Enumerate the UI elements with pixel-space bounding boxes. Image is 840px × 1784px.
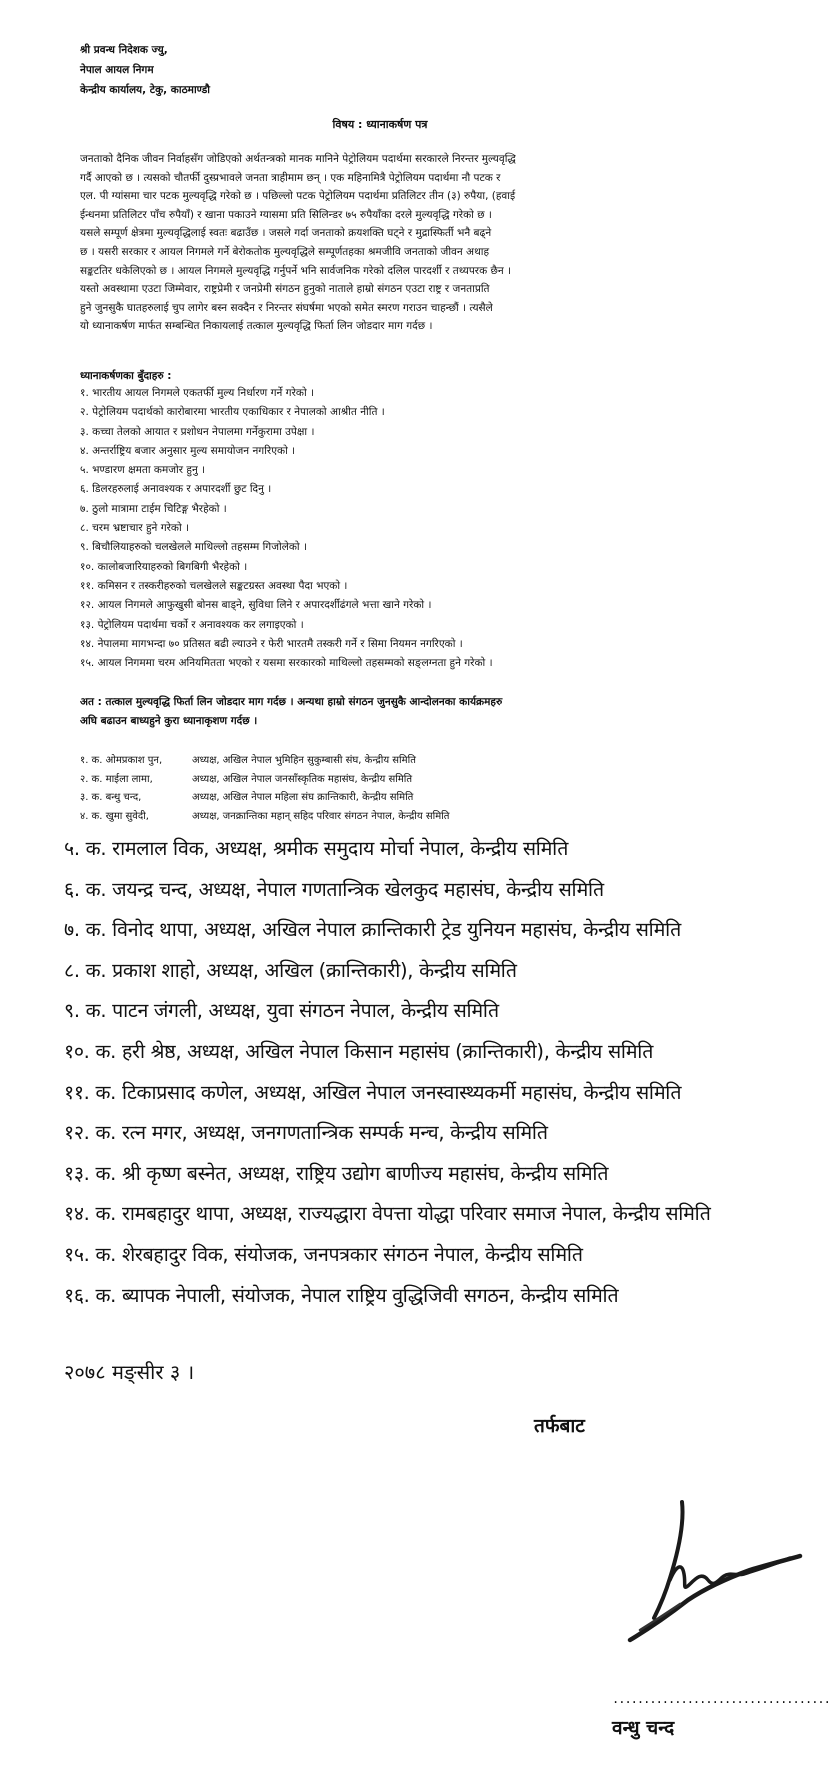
body-line: जनताको दैनिक जीवन निर्वाहसँग जोडिएको अर्थतन्त्रको मानक मानिने पेट्रोलियम पदार्थमा सरकारले निरन्तर मुल्यवृद्धि bbox=[80, 153, 516, 165]
signer-line: ७. क. विनोद थापा, अध्यक्ष, अखिल नेपाल क्रान्तिकारी ट्रेड युनियन महासंघ, केन्द्रीय समिति bbox=[64, 918, 681, 942]
signer-name: ३. क. बन्धु चन्द, bbox=[80, 792, 142, 803]
signer-name: २. क. माईला लामा, bbox=[80, 773, 153, 785]
signer-name: १. क. ओमप्रकाश पुन, bbox=[80, 755, 163, 766]
point-item: ३. कच्चा तेलको आयात र प्रशोधन नेपालमा गर्नेकुरामा उपेक्षा । bbox=[80, 425, 315, 438]
signer-line: १४. क. रामबहादुर थापा, अध्यक्ष, राज्यद्धारा वेपत्ता योद्धा परिवार समाज नेपाल, केन्द्रीय समिति bbox=[64, 1202, 711, 1226]
signer-line: १३. क. श्री कृष्ण बस्नेत, अध्यक्ष, राष्ट्रिय उद्योग बाणीज्य महासंघ, केन्द्रीय समिति bbox=[64, 1161, 609, 1185]
letter-date: २०७८ मङ्सीर ३ । bbox=[64, 1360, 195, 1384]
letter-body bbox=[80, 150, 730, 336]
point-item: १. भारतीय आयल निगमले एकतर्फी मुल्य निर्धारण गर्ने गरेको । bbox=[80, 387, 314, 399]
body-line: गर्दै आएको छ । त्यसको चौतर्फी दुस्प्रभावले जनता त्राहीमाम छन् । एक महिनामित्रै पेट्रोलियम पदार्थमा नौ पटक र bbox=[80, 171, 501, 184]
body-line: हुने जुनसुकै घातहरुलाई चुप लागेर बस्न सक्दैन र निरन्तर संघर्षमा भएको समेत स्मरण गराउन चाहन्छौं । त्यसैले bbox=[80, 301, 493, 314]
conclusion-line: अघि बढाउन बाध्यहुने कुरा ध्यानाकृशण गर्दछ । bbox=[80, 715, 258, 727]
signer-row bbox=[80, 752, 449, 771]
point-item: ७. ठुलो मात्रामा टाईम चिटिङ्ग भैरहेको । bbox=[80, 502, 227, 515]
body-line: यो ध्यानाकर्षण मार्फत सम्बन्धित निकायलाई तत्काल मुल्यवृद्धि फिर्ता लिन जोडदार माग गर्दछ । bbox=[80, 320, 433, 333]
body-line: यसले सम्पूर्ण क्षेत्रमा मुल्यवृद्धिलाई स्वतः बढाउँछ । जसले गर्दा जनताको क्रयशक्ति घट्ने र मुद्रास्फिर्ती भनै बढ्ने bbox=[80, 227, 492, 240]
signer-line: ११. क. टिकाप्रसाद कणेल, अध्यक्ष, अखिल नेपाल जनस्वास्थ्यकर्मी महासंघ, केन्द्रीय समिति bbox=[64, 1080, 682, 1104]
signer-line: ८. क. प्रकाश शाहो, अध्यक्ष, अखिल (क्रान्तिकारी), केन्द्रीय समिति bbox=[64, 958, 517, 982]
signer-detail: अध्यक्ष, अखिल नेपाल महिला संघ क्रान्तिकारी, केन्द्रीय समिति bbox=[192, 792, 414, 803]
point-item: ६. डिलरहरुलाई अनावश्यक र अपारदर्शी छुट दिनु । bbox=[80, 483, 272, 496]
signer-detail: अध्यक्ष, अखिल नेपाल भुमिहिन सुकुम्बासी संघ, केन्द्रीय समिति bbox=[192, 755, 416, 766]
signers-list-large bbox=[64, 829, 711, 1316]
point-item: १३. पेट्रोलियम पदार्थमा चर्को र अनावश्यक कर लगाइएको । bbox=[80, 618, 304, 631]
body-line: छ । यसरी सरकार र आयल निगमले गर्ने बेरोकतोक मुल्यवृद्धिले सम्पूर्णतहका श्रमजीवि जनताको जीवन अथाह bbox=[80, 245, 490, 258]
points-list bbox=[80, 384, 493, 673]
signer-name: ४. क. खुमा सुवेदी, bbox=[80, 810, 149, 822]
signature-dotted-line: ................................... bbox=[612, 1692, 830, 1706]
recipient-address bbox=[80, 40, 210, 100]
signer-line: ६. क. जयन्द्र चन्द, अध्यक्ष, नेपाल गणतान्त्रिक खेलकुद महासंघ, केन्द्रीय समिति bbox=[64, 877, 604, 901]
signer-detail: अध्यक्ष, जनक्रान्तिका महान् सहिद परिवार संगठन नेपाल, केन्द्रीय समिति bbox=[192, 810, 450, 822]
address-line: केन्द्रीय कार्यालय, टेकु, काठमाण्डौ bbox=[80, 84, 211, 96]
point-item: १४. नेपालमा मागभन्दा ७० प्रतिसत बढी ल्याउने र फेरी भारतमै तस्करी गर्ने र सिमा नियमन नगरिएको । bbox=[80, 637, 463, 650]
subject-line: विषय : ध्यानाकर्षण पत्र bbox=[332, 118, 428, 131]
point-item: १५. आयल निगममा चरम अनियमितता भएको र यसमा सरकारको माथिल्लो तहसम्मको सङ्लग्नता हुने गरेको । bbox=[80, 657, 493, 670]
signer-line: ९. क. पाटन जंगली, अध्यक्ष, युवा संगठन नेपाल, केन्द्रीय समिति bbox=[64, 999, 499, 1023]
handwritten-signature bbox=[610, 1480, 830, 1650]
point-item: ९. बिचौलियाहरुको चलखेलले माथिल्लो तहसम्म गिजोलेको । bbox=[80, 541, 307, 554]
address-line: श्री प्रवन्ध निदेशक ज्यु, bbox=[80, 44, 168, 56]
signer-line: ५. क. रामलाल विक, अध्यक्ष, श्रमीक समुदाय मोर्चा नेपाल, केन्द्रीय समिति bbox=[64, 837, 569, 860]
address-line: नेपाल आयल निगम bbox=[80, 64, 154, 76]
point-item: ८. चरम भ्रष्टाचार हुने गरेको । bbox=[80, 522, 190, 535]
points-heading: ध्यानाकर्षणका बुँदाहरु : bbox=[80, 370, 172, 382]
conclusion-paragraph bbox=[80, 693, 502, 731]
signers-list-small bbox=[80, 752, 449, 826]
signatory-name: वन्धु चन्द bbox=[612, 1717, 675, 1739]
point-item: ४. अन्तर्राष्ट्रिय बजार अनुसार मुल्य समायोजन नगरिएको । bbox=[80, 444, 296, 457]
point-item: १२. आयल निगमले आफुखुसी बोनस बाड्ने, सुविधा लिने र अपारदर्शीढंगले भत्ता खाने गरेको । bbox=[80, 599, 432, 612]
from-label: तर्फबाट bbox=[534, 1415, 585, 1437]
signer-row bbox=[80, 771, 449, 790]
signer-detail: अध्यक्ष, अखिल नेपाल जनसाँस्कृतिक महासंघ, केन्द्रीय समिति bbox=[192, 773, 413, 785]
point-item: १०. कालोबजारियाहरुको बिगबिगी भैरहेको । bbox=[80, 560, 248, 573]
body-line: सङ्कटतिर धकेलिएको छ । आयल निगमले मुल्यवृद्धि गर्नुपर्ने भनि सार्वजनिक गरेको दलिल पारदर्शी र तथ्यपरक छैन । bbox=[80, 264, 512, 277]
body-line: ईन्धनमा प्रतिलिटर पाँच रुपैयाँ) र खाना पकाउने ग्यासमा प्रति सिलिन्डर ७५ रुपैयाँका दरले मुल्यवृद्धि गरेको छ । bbox=[80, 208, 492, 221]
signer-line: १०. क. हरी श्रेष्ठ, अध्यक्ष, अखिल नेपाल किसान महासंघ (क्रान्तिकारी), केन्द्रीय समिति bbox=[64, 1039, 654, 1063]
point-item: २. पेट्रोलियम पदार्थको कारोबारमा भारतीय एकाधिकार र नेपालको आश्रीत नीति । bbox=[80, 406, 385, 419]
point-item: ११. कमिसन र तस्करीहरुको चलखेलले सङ्कटग्रस्त अवस्था पैदा भएको । bbox=[80, 579, 348, 592]
body-line: एल. पी ग्यांसमा चार पटक मुल्यवृद्धि गरेको छ । पछिल्लो पटक पेट्रोलियम पदार्थमा प्रतिलिटर तीन (३) रुपैया, (हवाई bbox=[80, 190, 516, 203]
signer-line: १५. क. शेरबहादुर विक, संयोजक, जनपत्रकार संगठन नेपाल, केन्द्रीय समिति bbox=[64, 1242, 583, 1266]
conclusion-line: अत : तत्काल मुल्यवृद्धि फिर्ता लिन जोडदार माग गर्दछ । अन्यथा हाम्रो संगठन जुनसुकै आन्दोलनका कार्यक्रमहरु bbox=[80, 696, 503, 708]
signer-line: १६. क. ब्यापक नेपाली, संयोजक, नेपाल राष्ट्रिय वुद्धिजिवी सगठन, केन्द्रीय समिति bbox=[64, 1283, 619, 1307]
body-line: यस्तो अवस्थामा एउटा जिम्मेवार, राष्ट्रप्रेमी र जनप्रेमी संगठन हुनुको नाताले हाम्रो संगठन एउटा राष्ट्र र जनताप्रति bbox=[80, 283, 490, 296]
signer-line: १२. क. रत्न मगर, अध्यक्ष, जनगणतान्त्रिक सम्पर्क मन्च, केन्द्रीय समिति bbox=[64, 1121, 548, 1145]
signer-row bbox=[80, 808, 449, 827]
point-item: ५. भण्डारण क्षमता कमजोर हुनु । bbox=[80, 464, 206, 477]
signer-row bbox=[80, 789, 449, 808]
